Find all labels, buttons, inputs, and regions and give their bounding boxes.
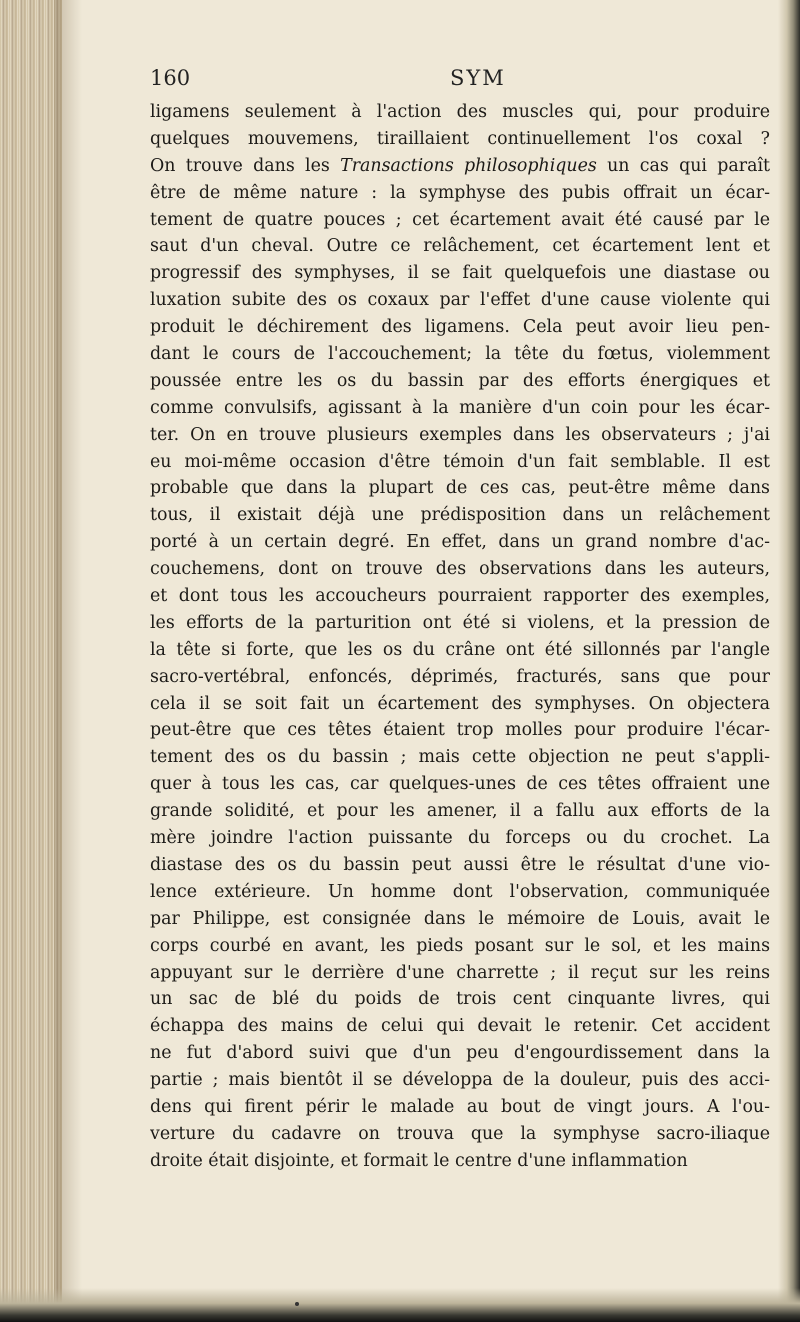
text-line: peut-être que ces têtes étaient trop molles pour produire l'écar- <box>150 720 770 741</box>
text-line: grande solidité, et pour les amener, il a fallu aux efforts de la <box>150 801 770 822</box>
text-line: mère joindre l'action puissante du forceps ou du crochet. La <box>150 828 770 849</box>
text-line: produit le déchirement des ligamens. Cela peut avoir lieu pen- <box>150 317 770 338</box>
text-line: eu moi-même occasion d'être témoin d'un fait semblable. Il est <box>150 451 770 472</box>
text-line: On trouve dans les Transactions philosophiques un cas qui paraît <box>150 155 770 176</box>
text-line: cela il se soit fait un écartement des symphyses. On objectera <box>150 693 770 714</box>
text-line: droite était disjointe, et formait le centre d'une inflammation <box>150 1150 688 1171</box>
page-header <box>150 66 790 96</box>
text-line: et dont tous les accoucheurs pourraient rapporter des exemples, <box>150 586 770 607</box>
text-line: couchemens, dont on trouve des observations dans les auteurs, <box>150 559 770 580</box>
body-text <box>150 99 770 1175</box>
text-line: par Philippe, est consignée dans le mémoire de Louis, avait le <box>150 908 770 929</box>
text-line: les efforts de la parturition ont été si violens, et la pression de <box>150 612 770 633</box>
text-line: lence extérieure. Un homme dont l'observation, communiquée <box>150 881 770 902</box>
text-line: verture du cadavre on trouva que la symphyse sacro-iliaque <box>150 1123 770 1144</box>
text-line: poussée entre les os du bassin par des efforts énergiques et <box>150 370 770 391</box>
text-line: dens qui firent périr le malade au bout de vingt jours. A l'ou- <box>150 1096 770 1117</box>
text-line: luxation subite des os coxaux par l'effet d'une cause violente qui <box>150 290 770 311</box>
text-line: ter. On en trouve plusieurs exemples dans les observateurs ; j'ai <box>150 424 770 445</box>
text-line: partie ; mais bientôt il se développa de la douleur, puis des acci- <box>150 1070 770 1091</box>
page-number: 160 <box>150 66 191 90</box>
text-line: appuyant sur le derrière d'une charrette ; il reçut sur les reins <box>150 962 770 983</box>
text-line: être de même nature : la symphyse des pubis offrait un écar- <box>150 182 770 203</box>
text-line: saut d'un cheval. Outre ce relâchement, cet écartement lent et <box>150 236 770 257</box>
text-line: corps courbé en avant, les pieds posant sur le sol, et les mains <box>150 935 770 956</box>
text-line: ne fut d'abord suivi que d'un peu d'engourdissement dans la <box>150 1043 770 1064</box>
text-line: comme convulsifs, agissant à la manière d'un coin pour les écar- <box>150 397 770 418</box>
print-mark <box>295 1302 299 1306</box>
text-line: sacro-vertébral, enfoncés, déprimés, fracturés, sans que pour <box>150 666 770 687</box>
text-line: la tête si forte, que les os du crâne ont été sillonnés par l'angle <box>150 639 770 660</box>
text-line: diastase des os du bassin peut aussi être le résultat d'une vio- <box>150 854 770 875</box>
text-line: probable que dans la plupart de ces cas, peut-être même dans <box>150 478 770 499</box>
text-line: quer à tous les cas, car quelques-unes de ces têtes offraient une <box>150 774 770 795</box>
text-line: un sac de blé du poids de trois cent cinquante livres, qui <box>150 989 770 1010</box>
text-line: porté à un certain degré. En effet, dans un grand nombre d'ac- <box>150 532 770 553</box>
text-line: tement de quatre pouces ; cet écartement avait été causé par le <box>150 209 770 230</box>
text-line: dant le cours de l'accouchement; la tête du fœtus, violemment <box>150 344 770 365</box>
text-line: échappa des mains de celui qui devait le retenir. Cet accident <box>150 1016 770 1037</box>
text-line: tement des os du bassin ; mais cette objection ne peut s'appli- <box>150 747 770 768</box>
text-line: progressif des symphyses, il se fait quelquefois une diastase ou <box>150 263 770 284</box>
text-line: quelques mouvemens, tiraillaient continuellement l'os coxal ? <box>150 128 770 149</box>
text-line: ligamens seulement à l'action des muscles qui, pour produire <box>150 102 770 122</box>
text-line: tous, il existait déjà une prédisposition dans un relâchement <box>150 505 770 526</box>
running-head: SYM <box>450 66 506 90</box>
